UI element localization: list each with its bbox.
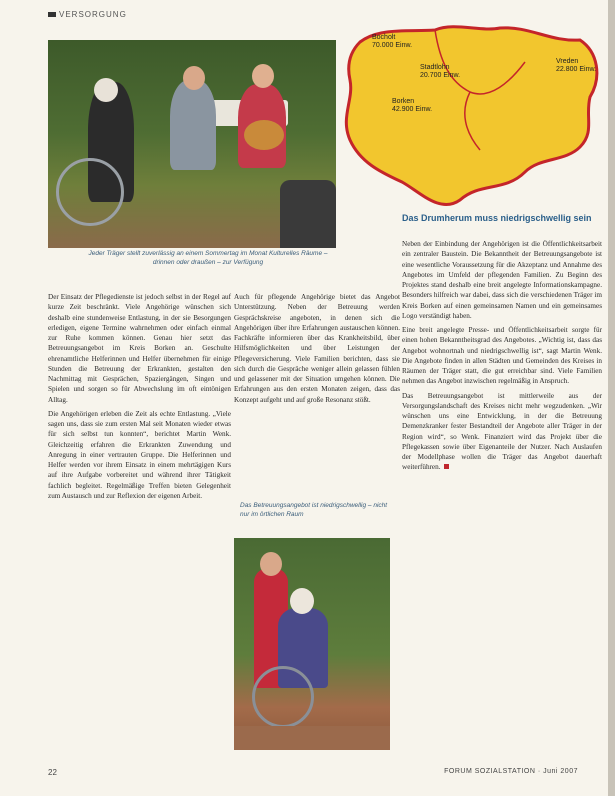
sidebar-paragraph-text: Das Betreuungsangebot ist mittlerweile aus der Versorgungslandschaft des Kreises nicht mehr wegzudenken. „Wir wünschen uns eine Entwicklung, in der die Betreuung Demenzkranker fester Bestandteil der Angebote aller Träger in der Region wird“, so Wenk. Finanziert wird das Projekt über die Pflegekassen sowie über Eigenanteile der Nutzer. Nach Auslaufen der Modellphase wollen die Träger das Angebot dauerhaft weiterführen. — [402, 391, 602, 472]
sidebar-heading: Das Drumherum muss niedrigschwellig sein — [402, 213, 592, 223]
magazine-footer: FORUM SOZIALSTATION · Juni 2007 — [444, 768, 578, 775]
map-city-label — [420, 64, 460, 81]
end-of-article-mark — [444, 464, 449, 469]
person-head — [183, 66, 205, 90]
city-name: Vreden — [556, 58, 579, 65]
person-right — [280, 180, 336, 248]
map-city-label — [556, 58, 596, 75]
body-paragraph: Die Angehörigen erleben die Zeit als echte Entlastung. „Viele sagen uns, dass sie zum ersten Mal seit Monaten wieder etwas für sich selbst tun konnten“, berichtet Martin Wenk. Gleichzeitig erfahren die Erkrankten Zuwendung und Anregung in einer vertrauten Gruppe. Die Helferinnen und Helfer werden vor ihrem Einsatz in einem mehrtägigen Kurs auf ihre Aufgabe vorbereitet und während ihrer Tätigkeit fachlich begleitet. Regelmäßige Treffen bieten Gelegenheit zum Austausch und zur Reflexion der eigenen Arbeit. — [48, 409, 231, 500]
person-head — [260, 552, 282, 576]
city-value: 20.700 Einw. — [420, 72, 461, 80]
body-column-1 — [48, 292, 231, 505]
map-city-label — [372, 34, 412, 51]
body-paragraph: Auch für pflegende Angehörige bietet das Angebot Unterstützung. Neben der Betreuung werden Gesprächskreise angeboten, in denen sich die Angehörigen über ihre Erfahrungen austauschen können. Fachkräfte informieren über das Krankheitsbild, über Hilfsmöglichkeiten und über Leistungen der Pflegeversicherung. Viele Familien berichten, dass sie sich durch die Gespräche weniger allein gelassen fühlen und gelassener mit der Situation umgehen können. Die Erfahrungen aus den ersten Monaten zeigen, dass das Konzept aufgeht und auf große Resonanz stößt. — [234, 293, 400, 404]
city-value: 22.800 Einw. — [556, 66, 597, 74]
section-label-text: VERSORGUNG — [59, 10, 127, 19]
person-head — [290, 588, 314, 614]
page-number: 22 — [48, 768, 57, 777]
city-name: Bocholt — [372, 34, 396, 41]
guitar — [244, 120, 284, 150]
wheelchair-wheel — [56, 158, 124, 226]
body-paragraph: Der Einsatz der Pflegedienste ist jedoch selbst in der Regel auf kurze Zeit beschränkt. Viele Angehörige wünschen sich deshalb eine stundenweise Entlastung, in der sie Besorgungen erledigen, eigene Termine wahrnehmen oder einfach einmal zur Ruhe kommen können. Genau hier setzt das Betreuungsangebot im Kreis Borken an. Geschulte ehrenamtliche Helferinnen und Helfer übernehmen für einige Stunden die Betreuung der Erkrankten, gestalten den Nachmittag mit Gesprächen, Spaziergängen, Singen und Spielen und sorgen so für Abwechslung im oft eintönigen Alltag. — [48, 293, 231, 404]
photo-caption: Jeder Träger stellt zuverlässig an einem Sommertag im Monat Kulturelles Räume – drinnen oder draußen – zur Verfügung — [88, 250, 328, 266]
sidebar-column — [402, 239, 602, 477]
person-man — [170, 80, 216, 170]
city-name: Stadtlohn — [420, 64, 450, 71]
body-column-2 — [234, 292, 400, 409]
sidebar-paragraph: Eine breit angelegte Presse- und Öffentlichkeitsarbeit sorgte für einen hohen Bekanntheitsgrad des Angebotes. „Wichtig ist, dass das Angebot wohnortnah und niedrigschwellig ist“, sagt Martin Wenk. Die Angebote finden in allen Städten und Gemeinden des Kreises in Räumen der Träger statt, die gut erreichbar sind. Viele Familien nehmen das Angebot inzwischen regelmäßig in Anspruch. — [402, 326, 602, 386]
wheelchair-wheel — [252, 666, 314, 728]
region-shape — [346, 27, 597, 205]
person-head — [252, 64, 274, 88]
region-map — [340, 22, 602, 217]
map-city-label — [392, 98, 432, 115]
wheelchair-photo — [234, 538, 390, 750]
city-name: Borken — [392, 98, 415, 105]
sidebar-paragraph: Neben der Einbindung der Angehörigen ist die Öffentlichkeitsarbeit ein zentraler Baustein. Die Bekanntheit der Betreuungsangebote ist eine wesentliche Voraussetzung für die Akzeptanz und Annahme des Angebotes im Umfeld der pflegenden Familien. Zu Beginn des Projektes stand deshalb eine breit angelegte Informationskampagne. Besonders hilfreich war dabei, dass sich die verschiedenen Träger im Kreis Borken auf einen gemeinsamen Namen und ein gemeinsames Logo verständigt haben. — [402, 240, 602, 320]
city-value: 70.000 Einw. — [372, 42, 413, 50]
photo-caption: Das Betreuungsangebot ist niedrigschwellig – nicht nur im örtlichen Raum — [240, 502, 388, 518]
page-edge — [608, 0, 615, 796]
sidebar-paragraph — [402, 391, 602, 473]
paved-path — [234, 726, 390, 750]
section-label — [48, 10, 127, 19]
city-value: 42.900 Einw. — [392, 106, 433, 114]
group-photo — [48, 40, 336, 248]
person-head — [94, 78, 118, 102]
section-marker — [48, 12, 56, 17]
